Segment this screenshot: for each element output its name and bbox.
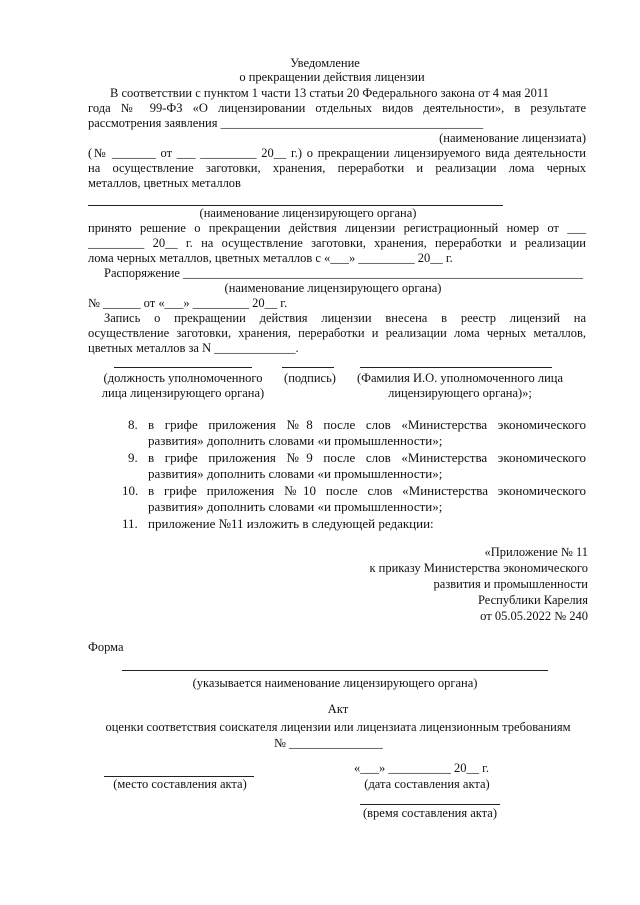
appendix-line-3: развития и промышленности bbox=[433, 577, 588, 591]
amendment-10-line-2: развития» дополнить словами «и промышленности»; bbox=[148, 499, 443, 514]
amendment-8-line-1: в грифе приложения №8 после слов «Министерства экономического bbox=[148, 417, 586, 432]
amendment-10-line-1: в грифе приложения №10 после слов «Министерства экономического bbox=[148, 483, 586, 498]
time-line bbox=[360, 804, 500, 805]
act-date-line: «___» __________ 20__ г. bbox=[354, 761, 489, 775]
amendment-8-line-2: развития» дополнить словами «и промышленности»; bbox=[148, 433, 443, 448]
caption-date: (дата составления акта) bbox=[364, 777, 490, 791]
notice-line-11: № ______ от «___» _________ 20__ г. bbox=[88, 296, 288, 310]
caption-signature-sign: (подпись) bbox=[284, 371, 336, 385]
notice-line-13: осуществление заготовки, хранения, переработки и реализации лома черных металлов, bbox=[88, 326, 586, 340]
amendment-9-number: 9. bbox=[128, 450, 138, 465]
amendment-10-number: 10. bbox=[122, 483, 139, 498]
amendment-11-line-1: приложение №11 изложить в следующей редакции: bbox=[148, 516, 434, 531]
act-subtitle: оценки соответствия соискателя лицензии или лицензиата лицензионным требованиям bbox=[105, 720, 571, 734]
caption-licensing-body-2: (наименование лицензирующего органа) bbox=[224, 281, 442, 295]
amendment-11-number: 11. bbox=[122, 516, 138, 531]
caption-licensing-body-1: (наименование лицензирующего органа) bbox=[199, 206, 417, 220]
notice-line-9: лома черных металлов, цветных металлов с «___» _________ 20__ г. bbox=[88, 251, 453, 265]
form-org-line bbox=[122, 670, 548, 671]
notice-subtitle: о прекращении действия лицензии bbox=[239, 70, 425, 84]
signature-sign-line bbox=[282, 367, 334, 368]
caption-place: (место составления акта) bbox=[113, 777, 247, 791]
appendix-line-1: «Приложение № 11 bbox=[484, 545, 588, 559]
appendix-line-5: от 05.05.2022 № 240 bbox=[480, 609, 588, 623]
amendment-9-line-2: развития» дополнить словами «и промышленности»; bbox=[148, 466, 443, 481]
amendment-9-line-1: в грифе приложения №9 после слов «Министерства экономического bbox=[148, 450, 586, 465]
notice-line-2: года № 99-ФЗ «О лицензировании отдельных видов деятельности», в результате bbox=[88, 101, 586, 115]
notice-line-7: принято решение о прекращении действия лицензии регистрационный номер от ___ bbox=[88, 221, 586, 235]
caption-signature-name-2: лицензирующего органа)»; bbox=[388, 386, 532, 400]
notice-line-12: Запись о прекращении действия лицензии внесена в реестр лицензий на bbox=[104, 311, 586, 325]
appendix-line-4: Республики Карелия bbox=[477, 593, 588, 607]
caption-time: (время составления акта) bbox=[362, 806, 498, 820]
form-label: Форма bbox=[88, 640, 124, 654]
appendix-line-2: к приказу Министерства экономического bbox=[369, 561, 588, 575]
notice-line-6: металлов, цветных металлов bbox=[88, 176, 241, 190]
caption-signature-position-1: (должность уполномоченного bbox=[103, 371, 263, 385]
signature-name-line bbox=[360, 367, 552, 368]
notice-line-8: _________ 20__ г. на осуществление заготовки, хранения, переработки и реализации bbox=[88, 236, 586, 250]
caption-form-org: (указывается наименование лицензирующего органа) bbox=[192, 676, 478, 690]
notice-line-10: Распоряжение ________________________________________________________________ bbox=[104, 266, 584, 280]
caption-licensee: (наименование лицензиата) bbox=[439, 131, 586, 145]
notice-line-5: на осуществление заготовки, хранения, переработки и реализации лома черных bbox=[88, 161, 586, 175]
notice-line-1: В соответствии с пунктом 1 части 13 статьи 20 Федерального закона от 4 мая 2011 bbox=[110, 86, 549, 100]
signature-position-line bbox=[114, 367, 252, 368]
act-title: Акт bbox=[327, 702, 349, 716]
amendment-8-number: 8. bbox=[128, 417, 138, 432]
notice-line-3: рассмотрения заявления __________________________________________ bbox=[88, 116, 484, 130]
act-number: № _______________ bbox=[274, 736, 383, 750]
notice-line-4: (№ _______ от ___ _________ 20__ г.) о прекращении лицензируемого вида деятельности bbox=[88, 146, 586, 160]
caption-signature-name-1: (Фамилия И.О. уполномоченного лица bbox=[356, 371, 564, 385]
caption-signature-position-2: лица лицензирующего органа) bbox=[101, 386, 265, 400]
notice-title: Уведомление bbox=[290, 56, 360, 70]
notice-line-14: цветных металлов за N _____________. bbox=[88, 341, 299, 355]
